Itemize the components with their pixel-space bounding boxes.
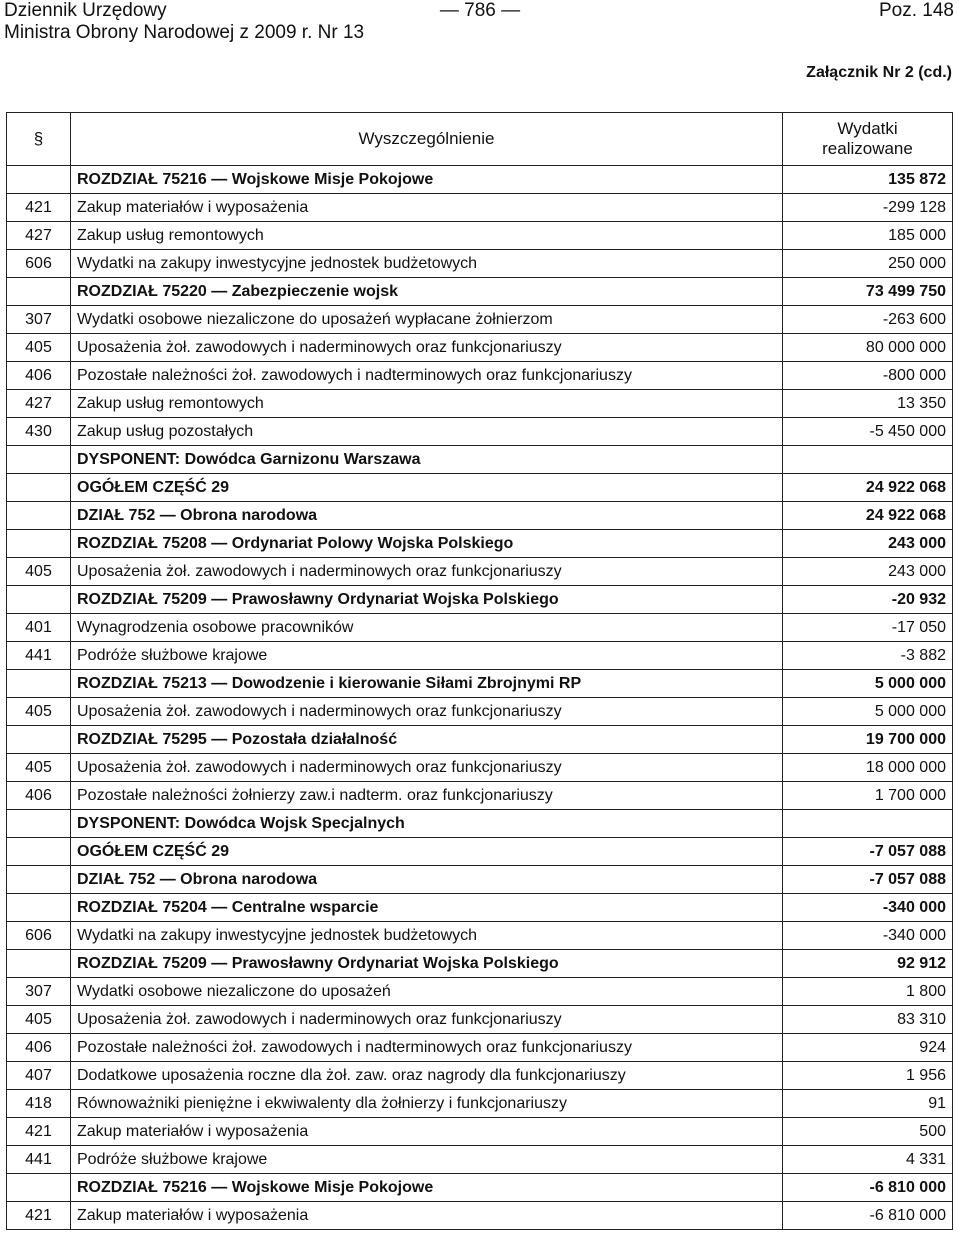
amount-cell: -7 057 088 — [783, 866, 953, 894]
paragraph-cell: 418 — [7, 1090, 71, 1118]
description-cell: DYSPONENT: Dowódca Wojsk Specjalnych — [71, 810, 783, 838]
description-cell: OGÓŁEM CZĘŚĆ 29 — [71, 838, 783, 866]
table-row — [7, 894, 953, 922]
table-row — [7, 922, 953, 950]
amount-cell: -7 057 088 — [783, 838, 953, 866]
paragraph-cell: 407 — [7, 1062, 71, 1090]
amount-cell: 250 000 — [783, 250, 953, 278]
description-cell: DYSPONENT: Dowódca Garnizonu Warszawa — [71, 446, 783, 474]
description-cell: Równoważniki pieniężne i ekwiwalenty dla żołnierzy i funkcjonariuszy — [71, 1090, 783, 1118]
paragraph-cell: 405 — [7, 1006, 71, 1034]
amount-cell: 13 350 — [783, 390, 953, 418]
paragraph-cell: 405 — [7, 698, 71, 726]
paragraph-cell — [7, 894, 71, 922]
description-cell: ROZDZIAŁ 75220 — Zabezpieczenie wojsk — [71, 278, 783, 306]
paragraph-cell — [7, 866, 71, 894]
paragraph-cell: 405 — [7, 754, 71, 782]
amount-cell: 19 700 000 — [783, 726, 953, 754]
table-row — [7, 586, 953, 614]
description-cell: Wydatki osobowe niezaliczone do uposażeń wypłacane żołnierzom — [71, 306, 783, 334]
table-row — [7, 614, 953, 642]
description-cell: ROZDZIAŁ 75209 — Prawosławny Ordynariat Wojska Polskiego — [71, 586, 783, 614]
paragraph-cell: 405 — [7, 334, 71, 362]
expenditure-table — [6, 112, 953, 1230]
table-row — [7, 194, 953, 222]
amount-cell: -5 450 000 — [783, 418, 953, 446]
amount-cell: 5 000 000 — [783, 670, 953, 698]
table-row — [7, 222, 953, 250]
description-cell: ROZDZIAŁ 75204 — Centralne wsparcie — [71, 894, 783, 922]
table-row — [7, 1202, 953, 1230]
table-row — [7, 1062, 953, 1090]
description-cell: Uposażenia żoł. zawodowych i naderminowych oraz funkcjonariuszy — [71, 1006, 783, 1034]
paragraph-cell: 307 — [7, 306, 71, 334]
description-cell: Wydatki osobowe niezaliczone do uposażeń — [71, 978, 783, 1006]
description-cell: ROZDZIAŁ 75216 — Wojskowe Misje Pokojowe — [71, 166, 783, 194]
paragraph-header: § — [7, 113, 71, 166]
table-row — [7, 446, 953, 474]
amount-header-line1: Wydatki — [837, 119, 898, 138]
amount-cell: 91 — [783, 1090, 953, 1118]
description-cell: DZIAŁ 752 — Obrona narodowa — [71, 502, 783, 530]
description-cell: Pozostałe należności żoł. zawodowych i nadterminowych oraz funkcjonariuszy — [71, 1034, 783, 1062]
table-row — [7, 1034, 953, 1062]
description-cell: ROZDZIAŁ 75295 — Pozostała działalność — [71, 726, 783, 754]
table-row — [7, 950, 953, 978]
table-row — [7, 726, 953, 754]
description-cell: Uposażenia żoł. zawodowych i naderminowych oraz funkcjonariuszy — [71, 754, 783, 782]
description-cell: Zakup usług remontowych — [71, 222, 783, 250]
description-cell: Uposażenia żoł. zawodowych i naderminowych oraz funkcjonariuszy — [71, 698, 783, 726]
amount-cell: -340 000 — [783, 894, 953, 922]
table-row — [7, 502, 953, 530]
amount-cell: 924 — [783, 1034, 953, 1062]
description-cell: Pozostałe należności żoł. zawodowych i nadterminowych oraz funkcjonariuszy — [71, 362, 783, 390]
paragraph-cell — [7, 530, 71, 558]
amount-cell: 24 922 068 — [783, 474, 953, 502]
description-cell: ROZDZIAŁ 75208 — Ordynariat Polowy Wojska Polskiego — [71, 530, 783, 558]
table-row — [7, 866, 953, 894]
description-cell: Zakup materiałów i wyposażenia — [71, 1118, 783, 1146]
paragraph-cell: 401 — [7, 614, 71, 642]
table-row — [7, 362, 953, 390]
description-cell: Zakup usług pozostałych — [71, 418, 783, 446]
paragraph-cell: 307 — [7, 978, 71, 1006]
paragraph-cell: 406 — [7, 782, 71, 810]
paragraph-cell — [7, 474, 71, 502]
description-cell: Wydatki na zakupy inwestycyjne jednostek budżetowych — [71, 922, 783, 950]
position-number: Poz. 148 — [879, 0, 954, 21]
table-row — [7, 1118, 953, 1146]
table-row — [7, 418, 953, 446]
paragraph-cell: 441 — [7, 1146, 71, 1174]
description-cell: Uposażenia żoł. zawodowych i naderminowych oraz funkcjonariuszy — [71, 558, 783, 586]
paragraph-cell: 421 — [7, 1202, 71, 1230]
table-row — [7, 250, 953, 278]
annex-label: Załącznik Nr 2 (cd.) — [806, 64, 952, 81]
description-cell: Dodatkowe uposażenia roczne dla żoł. zaw. oraz nagrody dla funkcjonariuszy — [71, 1062, 783, 1090]
table-body — [7, 166, 953, 1230]
amount-cell: 243 000 — [783, 558, 953, 586]
description-cell: Zakup materiałów i wyposażenia — [71, 194, 783, 222]
amount-cell: 18 000 000 — [783, 754, 953, 782]
table-row — [7, 670, 953, 698]
amount-cell: 4 331 — [783, 1146, 953, 1174]
paragraph-cell: 406 — [7, 1034, 71, 1062]
table-row — [7, 530, 953, 558]
amount-cell: -17 050 — [783, 614, 953, 642]
journal-title: Dziennik Urzędowy — [4, 0, 167, 21]
description-cell: ROZDZIAŁ 75213 — Dowodzenie i kierowanie Siłami Zbrojnymi RP — [71, 670, 783, 698]
paragraph-cell: 405 — [7, 558, 71, 586]
table-row — [7, 642, 953, 670]
amount-cell — [783, 810, 953, 838]
paragraph-cell — [7, 502, 71, 530]
description-cell: Pozostałe należności żołnierzy zaw.i nadterm. oraz funkcjonariuszy — [71, 782, 783, 810]
table-row — [7, 558, 953, 586]
amount-cell — [783, 446, 953, 474]
amount-cell: 5 000 000 — [783, 698, 953, 726]
paragraph-cell — [7, 278, 71, 306]
paragraph-cell: 406 — [7, 362, 71, 390]
description-cell: DZIAŁ 752 — Obrona narodowa — [71, 866, 783, 894]
amount-cell: 1 956 — [783, 1062, 953, 1090]
table-row — [7, 390, 953, 418]
paragraph-cell: 427 — [7, 222, 71, 250]
amount-cell: 135 872 — [783, 166, 953, 194]
paragraph-cell — [7, 166, 71, 194]
description-cell: Podróże służbowe krajowe — [71, 1146, 783, 1174]
paragraph-cell: 421 — [7, 1118, 71, 1146]
paragraph-cell: 427 — [7, 390, 71, 418]
description-cell: Zakup usług remontowych — [71, 390, 783, 418]
table-row — [7, 698, 953, 726]
amount-cell: 243 000 — [783, 530, 953, 558]
paragraph-cell — [7, 586, 71, 614]
description-header: Wyszczególnienie — [71, 113, 783, 166]
description-cell: Wydatki na zakupy inwestycyjne jednostek budżetowych — [71, 250, 783, 278]
description-cell: Podróże służbowe krajowe — [71, 642, 783, 670]
amount-header — [783, 113, 953, 166]
table-row — [7, 1090, 953, 1118]
description-cell: ROZDZIAŁ 75216 — Wojskowe Misje Pokojowe — [71, 1174, 783, 1202]
amount-cell: 1 800 — [783, 978, 953, 1006]
table-row — [7, 474, 953, 502]
table-row — [7, 278, 953, 306]
table-header-row — [7, 113, 953, 166]
paragraph-cell: 606 — [7, 250, 71, 278]
amount-cell: -263 600 — [783, 306, 953, 334]
paragraph-cell — [7, 726, 71, 754]
table-row — [7, 782, 953, 810]
description-cell: OGÓŁEM CZĘŚĆ 29 — [71, 474, 783, 502]
paragraph-cell: 606 — [7, 922, 71, 950]
paragraph-cell — [7, 950, 71, 978]
amount-cell: 83 310 — [783, 1006, 953, 1034]
description-cell: Zakup materiałów i wyposażenia — [71, 1202, 783, 1230]
amount-cell: 185 000 — [783, 222, 953, 250]
table-row — [7, 166, 953, 194]
amount-cell: 24 922 068 — [783, 502, 953, 530]
amount-cell: -299 128 — [783, 194, 953, 222]
amount-cell: 500 — [783, 1118, 953, 1146]
page-number: — 786 — — [439, 0, 521, 21]
paragraph-cell — [7, 1174, 71, 1202]
paragraph-cell: 421 — [7, 194, 71, 222]
table-row — [7, 334, 953, 362]
ministry-issue: Ministra Obrony Narodowej z 2009 r. Nr 13 — [4, 22, 365, 43]
amount-cell: -3 882 — [783, 642, 953, 670]
paragraph-cell — [7, 838, 71, 866]
table-row — [7, 754, 953, 782]
amount-cell: 80 000 000 — [783, 334, 953, 362]
amount-cell: 92 912 — [783, 950, 953, 978]
table-row — [7, 1006, 953, 1034]
amount-cell: -6 810 000 — [783, 1202, 953, 1230]
table-row — [7, 306, 953, 334]
table-row — [7, 810, 953, 838]
table-row — [7, 978, 953, 1006]
amount-cell: 73 499 750 — [783, 278, 953, 306]
table-row — [7, 1146, 953, 1174]
amount-cell: -800 000 — [783, 362, 953, 390]
paragraph-cell — [7, 446, 71, 474]
table-row — [7, 838, 953, 866]
paragraph-cell: 430 — [7, 418, 71, 446]
paragraph-cell — [7, 670, 71, 698]
amount-cell: -340 000 — [783, 922, 953, 950]
description-cell: ROZDZIAŁ 75209 — Prawosławny Ordynariat Wojska Polskiego — [71, 950, 783, 978]
amount-cell: -6 810 000 — [783, 1174, 953, 1202]
description-cell: Uposażenia żoł. zawodowych i naderminowych oraz funkcjonariuszy — [71, 334, 783, 362]
table-row — [7, 1174, 953, 1202]
amount-header-line2: realizowane — [822, 139, 913, 158]
amount-cell: 1 700 000 — [783, 782, 953, 810]
paragraph-cell — [7, 810, 71, 838]
description-cell: Wynagrodzenia osobowe pracowników — [71, 614, 783, 642]
amount-cell: -20 932 — [783, 586, 953, 614]
paragraph-cell: 441 — [7, 642, 71, 670]
